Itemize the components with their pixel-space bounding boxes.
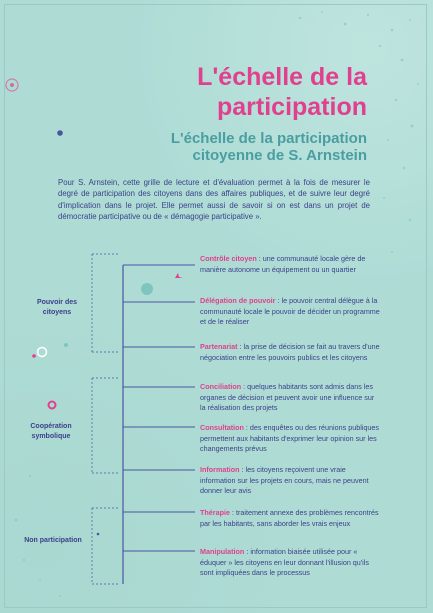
rung-name: Thérapie (200, 508, 230, 517)
rung-name: Délégation de pouvoir (200, 296, 276, 305)
rung-description: : le pouvoir central délègue à la communauté locale le pouvoir de décider un programme et de le réaliser (200, 296, 380, 327)
rung-description: : la prise de décision se fait au travers d'une négociation entre les pouvoirs publics et les citoyens (200, 342, 380, 362)
intro-paragraph: Pour S. Arnstein, cette grille de lecture et d'évaluation permet à la fois de mesurer le degré de participation des citoyens dans des affaires publiques, et de suivre leur degré d'implication dans le projet. Elle permet aussi de savoir si on est dans un projet de démocratie participative ou de « démagogie participative ». (58, 178, 370, 222)
rung-description: : information biaisée utilisée pour « éduquer » les citoyens en leur donnant l'illusion qu'ils sont impliquées dans le processus (200, 547, 369, 578)
rung-description: : quelques habitants sont admis dans les organes de décision et peuvent avoir une influence sur la réalisation des projets (200, 382, 375, 413)
rung-placation (200, 382, 380, 414)
group-label-non-participation: Non participation (24, 537, 82, 544)
rung-consultation (200, 423, 380, 455)
page-title: L'échelle de la participation (197, 63, 367, 121)
rung-description: : les citoyens reçoivent une vraie information sur les projets en cours, mais ne peuvent donner leur avis (200, 465, 369, 496)
rung-description: : une communauté locale gère de manière autonome un équipement ou un quartier (200, 254, 366, 274)
group-label-tokenism: Coopération symbolique (30, 423, 72, 440)
rung-name: Information (200, 465, 240, 474)
rung-partnership (200, 342, 380, 363)
rung-citizen-control (200, 254, 380, 275)
rung-name: Manipulation (200, 547, 245, 556)
rung-name: Conciliation (200, 382, 242, 391)
rung-delegated-power (200, 296, 380, 328)
rung-manipulation (200, 547, 380, 579)
rung-description: : des enquêtes ou des réunions publiques permettent aux habitants d'exprimer leur opinion sur les changements prévus (200, 423, 379, 454)
rung-description: : traitement annexe des problèmes rencontrés par les habitants, sans aborder les vrais enjeux (200, 508, 379, 528)
rung-name: Consultation (200, 423, 244, 432)
rung-name: Partenariat (200, 342, 238, 351)
page-subtitle: L'échelle de la participation citoyenne de S. Arnstein (170, 130, 367, 164)
group-label-citizen-power: Pouvoir des citoyens (36, 299, 78, 316)
rung-therapy (200, 508, 380, 529)
rung-name: Contrôle citoyen (200, 254, 257, 263)
rung-information (200, 465, 380, 497)
